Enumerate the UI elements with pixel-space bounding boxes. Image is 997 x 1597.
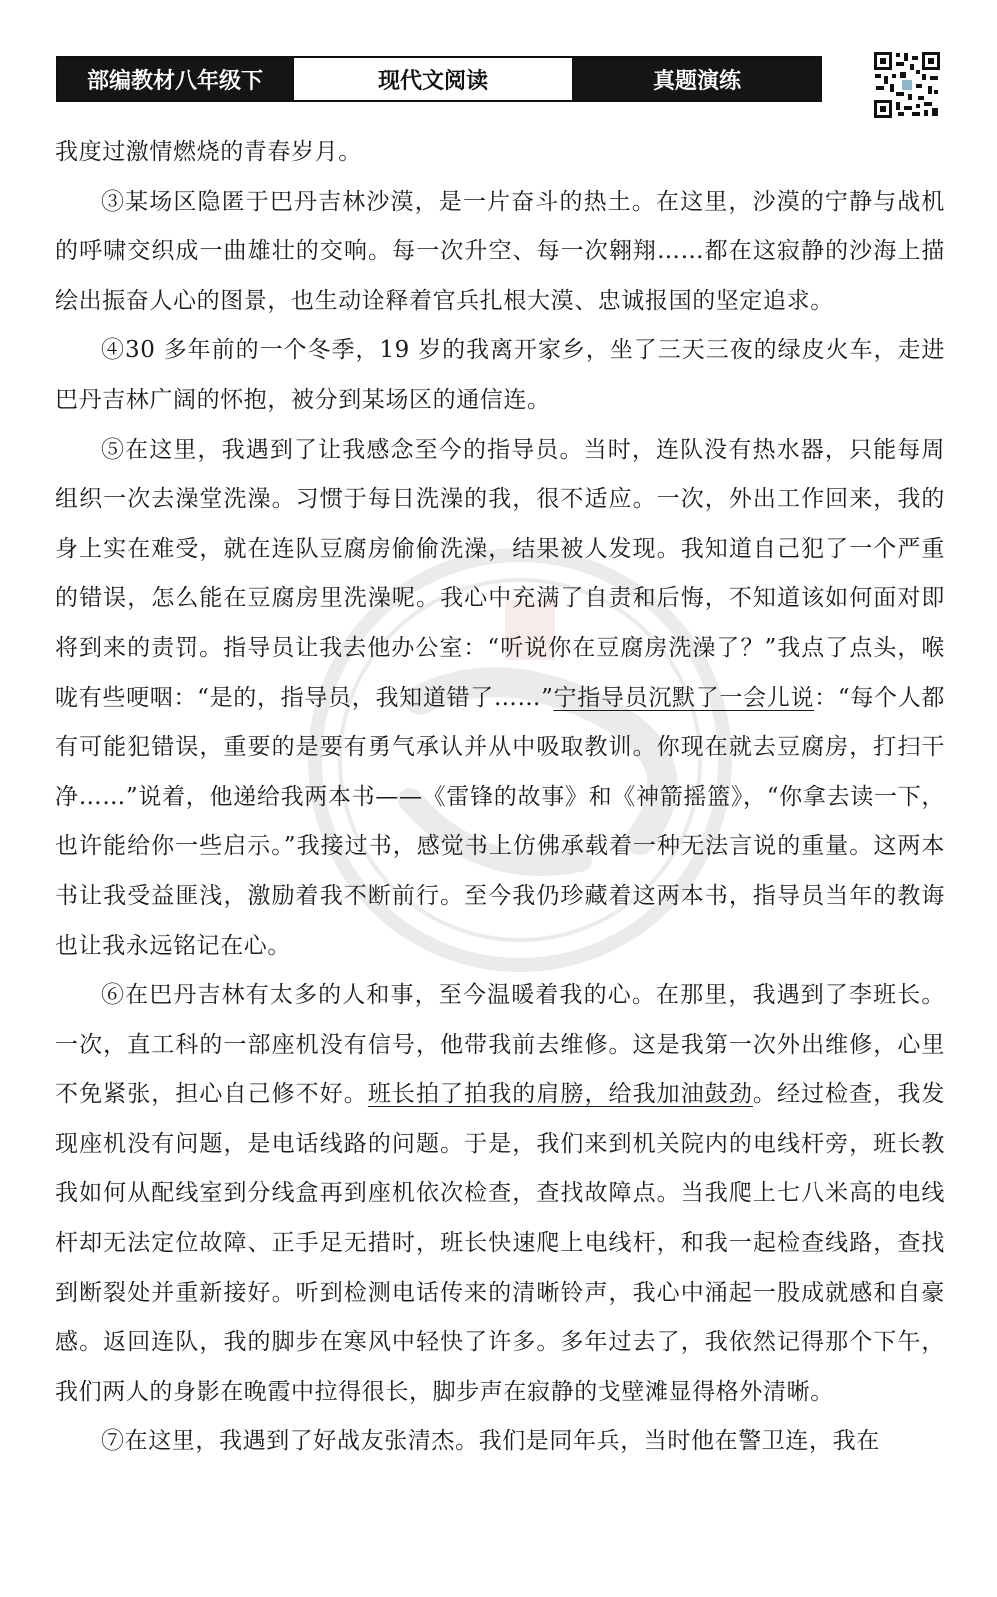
header-practice-label: 真题演练 [574, 58, 820, 100]
header-section-label: 现代文阅读 [292, 58, 574, 100]
paragraph-continuation: 我度过激情燃烧的青春岁月。 [55, 139, 362, 165]
header-banner [56, 56, 822, 102]
paragraph-5-text-a: ⑤在这里，我遇到了让我感念至今的指导员。当时，连队没有热水器，只能每周组织一次去澡堂洗澡。习惯于每日洗澡的我，很不适应。一次，外出工作回来，我的身上实在难受，就在连队豆腐房偷偷洗澡，结果被人发现。我知道自己犯了一个严重的错误，怎么能在豆腐房里洗澡呢。我心中充满了自责和后悔，不知道该如何面对即将到来的责罚。指导员让我去他办公室：“听说你在豆腐房洗澡了？”我点了点头，喉咙有些哽咽：“是的，指导员，我知道错了……” [55, 436, 945, 711]
paragraph-6-text-a: ⑥在巴丹吉林有太多的人和事，至今温暖着我的心。在那里，我遇到了李班长。一次，直工科的一部座机没有信号，他带我前去维修。这是我第一次外出维修，心里不免紧张，担心自己修不好。 [55, 982, 945, 1108]
paragraph-5-text-b: ：“每个人都有可能犯错误，重要的是要有勇气承认并从中吸取教训。你现在就去豆腐房，打扫干净……”说着，他递给我两本书——《雷锋的故事》和《神箭摇篮》，“你拿去读一下，也许能给你一些启示。”我接过书，感觉书上仿佛承载着一种无法言说的重量。这两本书让我受益匪浅，激励着我不断前行。至今我仍珍藏着这两本书，指导员当年的教诲也让我永远铭记在心。 [55, 684, 946, 959]
paragraph-7: ⑦在这里，我遇到了好战友张清杰。我们是同年兵，当时他在警卫连，我在 [101, 1428, 880, 1455]
qr-code-icon [872, 50, 942, 120]
underlined-sentence-squad-leader: 班长拍了拍我的肩膀，给我加油鼓劲 [367, 1081, 753, 1108]
paragraph-4: ④30 多年前的一个冬季，19 岁的我离开家乡，坐了三天三夜的绿皮火车，走进巴丹吉林广阔的怀抱，被分到某场区的通信连。 [55, 337, 945, 413]
header-grade-label: 部编教材八年级下 [58, 58, 292, 100]
paragraph-3: ③某场区隐匿于巴丹吉林沙漠，是一片奋斗的热土。在这里，沙漠的宁静与战机的呼啸交织成一曲雄壮的交响。每一次升空、每一次翱翔……都在这寂静的沙海上描绘出振奋人心的图景，也生动诠释着官兵扎根大漠、忠诚报国的坚定追求。 [55, 188, 945, 314]
paragraph-6 [55, 971, 945, 1417]
underlined-sentence-instructor: 宁指导员沉默了一会儿说 [553, 684, 815, 711]
article-body [55, 128, 945, 1467]
paragraph-5 [55, 426, 945, 972]
paragraph-6-text-b: 。经过检查，我发现座机没有问题，是电话线路的问题。于是，我们来到机关院内的电线杆旁，班长教我如何从配线室到分线盒再到座机依次检查，查找故障点。当我爬上七八米高的电线杆却无法定位故障、正手足无措时，班长快速爬上电线杆，和我一起检查线路，查找到断裂处并重新接好。听到检测电话传来的清晰铃声，我心中涌起一股成就感和自豪感。返回连队，我的脚步在寒风中轻快了许多。多年过去了，我依然记得那个下午，我们两人的身影在晚霞中拉得很长，脚步声在寂静的戈壁滩显得格外清晰。 [55, 1081, 945, 1405]
